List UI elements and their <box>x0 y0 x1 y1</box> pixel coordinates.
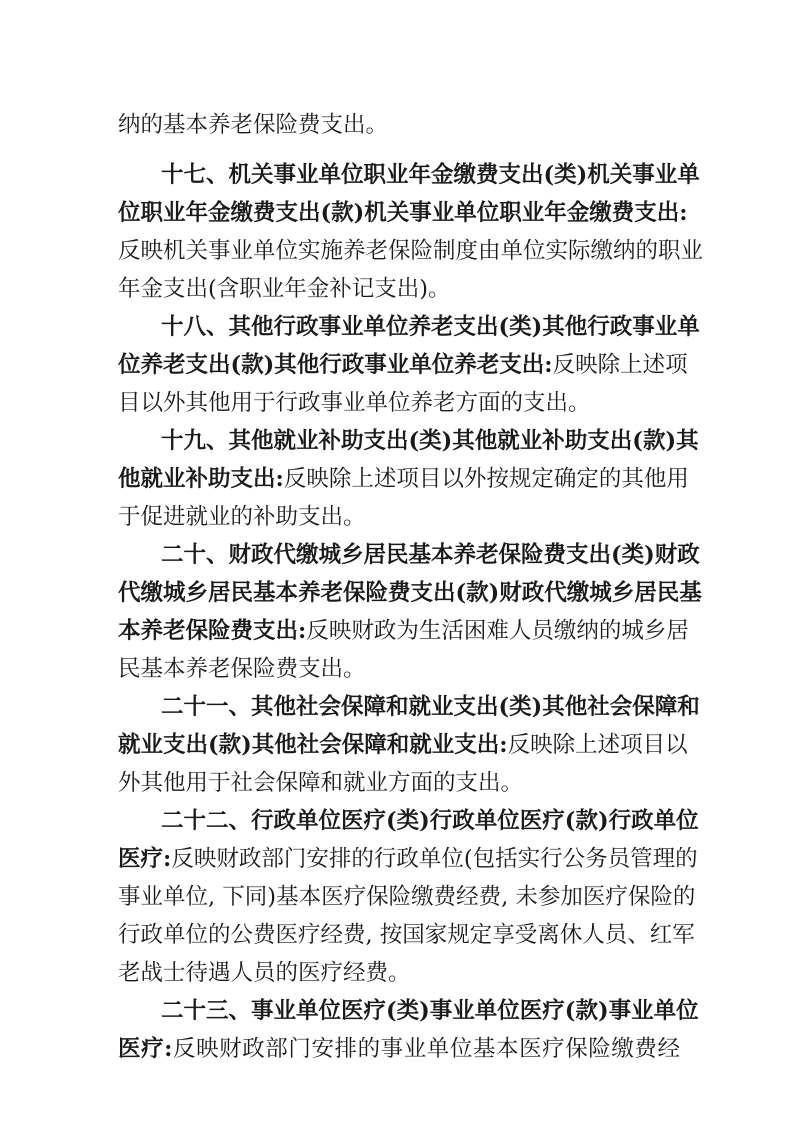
text-line <box>118 464 689 494</box>
body-text: 老战士待遇人员的医疗经费。 <box>118 960 411 986</box>
bold-heading-text: 本养老保险费支出: <box>118 618 307 644</box>
bold-heading-text: 位养老支出(款)其他行政事业单位养老支出: <box>118 352 553 378</box>
bold-heading-text: 二十二、行政单位医疗(类)行政单位医疗(款)行政单位 <box>161 808 699 834</box>
text-line <box>118 768 680 798</box>
text-line <box>118 578 702 608</box>
text-line <box>118 502 680 532</box>
text-line <box>118 920 695 950</box>
bold-heading-text: 二十、财政代缴城乡居民基本养老保险费支出(类)财政 <box>161 542 700 568</box>
body-text: 年金支出(含职业年金补记支出)。 <box>118 276 451 302</box>
body-text: 目以外其他用于行政事业单位养老方面的支出。 <box>118 390 591 416</box>
text-line <box>161 540 700 570</box>
text-line <box>118 654 680 684</box>
body-text: 行政单位的公费医疗经费, 按国家规定享受离休人员、红军 <box>118 922 695 948</box>
bold-heading-text: 十七、机关事业单位职业年金缴费支出(类)机关事业单 <box>161 162 700 188</box>
body-text: 外其他用于社会保障和就业方面的支出。 <box>118 770 524 796</box>
text-line <box>161 692 700 722</box>
bold-heading-text: 二十三、事业单位医疗(类)事业单位医疗(款)事业单位 <box>161 998 699 1024</box>
text-line <box>118 110 680 140</box>
bold-heading-text: 医疗: <box>118 1036 173 1062</box>
text-line <box>118 350 688 380</box>
text-line <box>118 730 688 760</box>
bold-heading-text: 十九、其他就业补助支出(类)其他就业补助支出(款)其 <box>161 428 699 454</box>
text-line <box>161 806 699 836</box>
bold-heading-text: 二十一、其他社会保障和就业支出(类)其他社会保障和 <box>161 694 700 720</box>
text-line <box>118 616 689 646</box>
bold-heading-text: 代缴城乡居民基本养老保险费支出(款)财政代缴城乡居民基 <box>118 580 702 606</box>
body-text: 反映财政部门安排的事业单位基本医疗保险缴费经 <box>172 1036 680 1062</box>
body-text: 反映除上述项 <box>552 352 688 378</box>
text-line <box>118 388 680 418</box>
body-text: 反映除上述项目以 <box>507 732 688 758</box>
body-text: 反映除上述项目以外按规定确定的其他用 <box>283 466 689 492</box>
text-line <box>118 1034 680 1064</box>
bold-heading-text: 就业支出(款)其他社会保障和就业支出: <box>118 732 508 758</box>
text-line <box>161 996 699 1026</box>
bold-heading-text: 他就业补助支出: <box>118 466 284 492</box>
body-text: 事业单位, 下同)基本医疗保险缴费经费, 未参加医疗保险的 <box>118 884 696 910</box>
text-line <box>161 160 700 190</box>
body-text: 民基本养老保险费支出。 <box>118 656 366 682</box>
text-line <box>161 426 699 456</box>
bold-heading-text: 十八、其他行政事业单位养老支出(类)其他行政事业单 <box>161 314 700 340</box>
body-text: 纳的基本养老保险费支出。 <box>118 112 389 138</box>
body-text: 反映财政为生活困难人员缴纳的城乡居 <box>306 618 689 644</box>
text-line <box>161 312 700 342</box>
text-line <box>118 882 696 912</box>
text-line <box>118 958 680 988</box>
bold-heading-text: 医疗: <box>118 846 172 872</box>
bold-heading-text: 位职业年金缴费支出(款)机关事业单位职业年金缴费支出: <box>118 200 688 226</box>
text-line <box>118 274 680 304</box>
text-line <box>118 236 704 266</box>
body-text: 反映财政部门安排的行政单位(包括实行公务员管理的 <box>171 846 698 872</box>
text-line <box>118 844 698 874</box>
body-text: 于促进就业的补助支出。 <box>118 504 366 530</box>
text-line <box>118 198 688 228</box>
body-text: 反映机关事业单位实施养老保险制度由单位实际缴纳的职业 <box>118 238 704 264</box>
